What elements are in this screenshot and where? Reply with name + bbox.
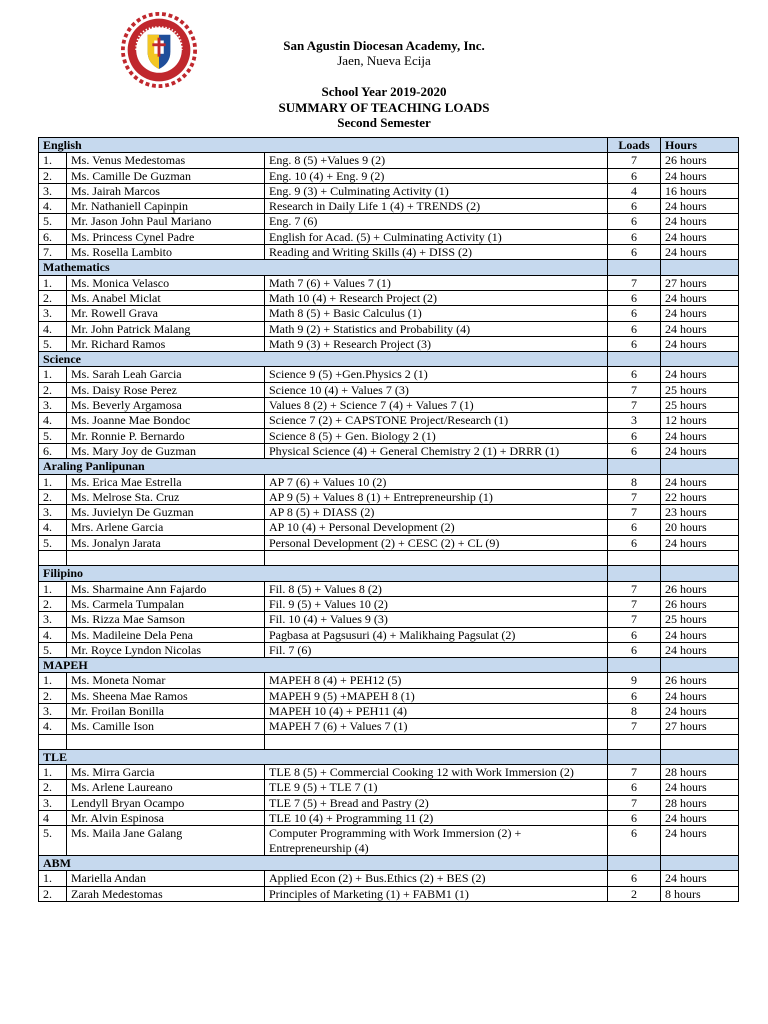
teacher-name: Ms. Daisy Rose Perez	[67, 382, 265, 397]
row-number: 1.	[39, 153, 67, 168]
row-number: 1.	[39, 581, 67, 596]
hours-total: 24 hours	[661, 474, 739, 489]
loads-count: 7	[608, 398, 661, 413]
row-number: 2.	[39, 688, 67, 703]
hours-total: 28 hours	[661, 765, 739, 780]
teacher-name: Ms. Moneta Nomar	[67, 673, 265, 688]
table-row	[39, 795, 739, 810]
table-row	[39, 306, 739, 321]
loads-count: 8	[608, 703, 661, 718]
subject-loads: TLE 7 (5) + Bread and Pastry (2)	[265, 795, 608, 810]
empty-cell	[661, 734, 739, 749]
row-number: 1.	[39, 673, 67, 688]
subject-loads: Math 10 (4) + Research Project (2)	[265, 290, 608, 305]
row-number: 6.	[39, 443, 67, 458]
empty-cell	[608, 658, 661, 673]
row-number: 4.	[39, 719, 67, 734]
table-row	[39, 719, 739, 734]
teacher-name: Ms. Erica Mae Estrella	[67, 474, 265, 489]
school-location: Jaen, Nueva Ecija	[337, 53, 431, 68]
loads-count: 6	[608, 780, 661, 795]
row-number: 1.	[39, 275, 67, 290]
row-number: 3.	[39, 505, 67, 520]
section-header-row	[39, 855, 739, 870]
row-number: 6.	[39, 229, 67, 244]
teacher-name: Ms. Monica Velasco	[67, 275, 265, 290]
table-row	[39, 199, 739, 214]
hours-total: 22 hours	[661, 489, 739, 504]
section-header-row	[39, 566, 739, 581]
table-row	[39, 153, 739, 168]
loads-count: 6	[608, 642, 661, 657]
teacher-name: Mr. Alvin Espinosa	[67, 811, 265, 826]
row-number: 1.	[39, 474, 67, 489]
row-number: 1.	[39, 871, 67, 886]
section-title: Mathematics	[39, 260, 608, 275]
row-number: 2.	[39, 886, 67, 901]
hours-total: 24 hours	[661, 811, 739, 826]
teacher-name: Ms. Sarah Leah Garcia	[67, 367, 265, 382]
table-row	[39, 627, 739, 642]
teacher-name: Ms. Juvielyn De Guzman	[67, 505, 265, 520]
loads-count: 6	[608, 428, 661, 443]
table-row	[39, 336, 739, 351]
row-number: 3.	[39, 795, 67, 810]
loads-count: 6	[608, 290, 661, 305]
teacher-name: Mr. Nathaniell Capinpin	[67, 199, 265, 214]
teacher-name: Ms. Anabel Miclat	[67, 290, 265, 305]
hours-total: 28 hours	[661, 795, 739, 810]
loads-count: 6	[608, 306, 661, 321]
loads-column-header: Loads	[608, 138, 661, 153]
row-number: 5.	[39, 642, 67, 657]
loads-count: 6	[608, 245, 661, 260]
loads-count: 6	[608, 229, 661, 244]
section-header-row	[39, 138, 739, 153]
loads-count: 2	[608, 886, 661, 901]
subject-loads: Personal Development (2) + CESC (2) + CL (9)	[265, 535, 608, 550]
row-number: 5.	[39, 214, 67, 229]
loads-count: 6	[608, 826, 661, 856]
hours-total: 24 hours	[661, 245, 739, 260]
subject-loads: Reading and Writing Skills (4) + DISS (2)	[265, 245, 608, 260]
empty-cell	[608, 551, 661, 566]
table-row	[39, 581, 739, 596]
teacher-name: Ms. Beverly Argamosa	[67, 398, 265, 413]
hours-total: 24 hours	[661, 780, 739, 795]
teacher-name: Ms. Jonalyn Jarata	[67, 535, 265, 550]
row-number: 5.	[39, 428, 67, 443]
teacher-name: Ms. Jairah Marcos	[67, 183, 265, 198]
teacher-name: Ms. Princess Cynel Padre	[67, 229, 265, 244]
section-header-row	[39, 260, 739, 275]
loads-count: 6	[608, 871, 661, 886]
empty-cell	[608, 260, 661, 275]
row-number: 3.	[39, 612, 67, 627]
empty-cell	[661, 855, 739, 870]
subject-loads: Principles of Marketing (1) + FABM1 (1)	[265, 886, 608, 901]
empty-cell	[67, 551, 265, 566]
row-number: 3.	[39, 398, 67, 413]
row-number: 2.	[39, 382, 67, 397]
teacher-name: Ms. Camille Ison	[67, 719, 265, 734]
table-row	[39, 612, 739, 627]
table-row	[39, 489, 739, 504]
hours-total: 24 hours	[661, 535, 739, 550]
hours-total: 26 hours	[661, 581, 739, 596]
table-row	[39, 183, 739, 198]
table-row	[39, 780, 739, 795]
loads-count: 6	[608, 535, 661, 550]
school-year: School Year 2019-2020	[321, 84, 447, 99]
teacher-name: Ms. Joanne Mae Bondoc	[67, 413, 265, 428]
hours-total: 24 hours	[661, 627, 739, 642]
empty-cell	[608, 749, 661, 764]
row-number: 3.	[39, 306, 67, 321]
loads-count: 7	[608, 581, 661, 596]
teacher-name: Ms. Sharmaine Ann Fajardo	[67, 581, 265, 596]
table-row	[39, 520, 739, 535]
table-row	[39, 826, 739, 856]
empty-cell	[265, 734, 608, 749]
table-row	[39, 535, 739, 550]
subject-loads: Math 9 (2) + Statistics and Probability (4)	[265, 321, 608, 336]
table-row	[39, 214, 739, 229]
hours-total: 24 hours	[661, 826, 739, 856]
row-number: 2.	[39, 489, 67, 504]
empty-cell	[661, 352, 739, 367]
subject-loads: Applied Econ (2) + Bus.Ethics (2) + BES (2)	[265, 871, 608, 886]
subject-loads: Science 9 (5) +Gen.Physics 2 (1)	[265, 367, 608, 382]
empty-cell	[608, 352, 661, 367]
subject-loads: TLE 8 (5) + Commercial Cooking 12 with Work Immersion (2)	[265, 765, 608, 780]
subject-loads: Science 10 (4) + Values 7 (3)	[265, 382, 608, 397]
teacher-name: Ms. Arlene Laureano	[67, 780, 265, 795]
teacher-name: Ms. Mirra Garcia	[67, 765, 265, 780]
table-row	[39, 382, 739, 397]
table-row	[39, 229, 739, 244]
subject-loads: Math 8 (5) + Basic Calculus (1)	[265, 306, 608, 321]
subject-loads: MAPEH 8 (4) + PEH12 (5)	[265, 673, 608, 688]
loads-count: 8	[608, 474, 661, 489]
section-title: TLE	[39, 749, 608, 764]
teacher-name: Ms. Mary Joy de Guzman	[67, 443, 265, 458]
hours-total: 26 hours	[661, 153, 739, 168]
loads-count: 7	[608, 596, 661, 611]
subject-loads: AP 10 (4) + Personal Development (2)	[265, 520, 608, 535]
teacher-name: Mariella Andan	[67, 871, 265, 886]
subject-loads: Science 7 (2) + CAPSTONE Project/Research (1)	[265, 413, 608, 428]
empty-cell	[661, 658, 739, 673]
table-row	[39, 886, 739, 901]
teacher-name: Mr. Rowell Grava	[67, 306, 265, 321]
row-number: 5.	[39, 535, 67, 550]
hours-total: 16 hours	[661, 183, 739, 198]
hours-total: 24 hours	[661, 168, 739, 183]
teacher-name: Mr. Ronnie P. Bernardo	[67, 428, 265, 443]
table-row	[39, 321, 739, 336]
row-number: 4	[39, 811, 67, 826]
table-row	[39, 642, 739, 657]
subject-loads: AP 9 (5) + Values 8 (1) + Entrepreneurship (1)	[265, 489, 608, 504]
hours-total: 24 hours	[661, 199, 739, 214]
teacher-name: Ms. Carmela Tumpalan	[67, 596, 265, 611]
hours-total: 26 hours	[661, 596, 739, 611]
school-name: San Agustin Diocesan Academy, Inc.	[283, 38, 485, 53]
table-row	[39, 673, 739, 688]
section-title: Science	[39, 352, 608, 367]
subject-loads: Eng. 8 (5) +Values 9 (2)	[265, 153, 608, 168]
teacher-name: Ms. Sheena Mae Ramos	[67, 688, 265, 703]
teacher-name: Mr. Jason John Paul Mariano	[67, 214, 265, 229]
loads-count: 6	[608, 214, 661, 229]
empty-cell	[67, 734, 265, 749]
loads-count: 7	[608, 765, 661, 780]
empty-cell	[661, 566, 739, 581]
row-number: 1.	[39, 765, 67, 780]
hours-total: 8 hours	[661, 886, 739, 901]
hours-total: 25 hours	[661, 382, 739, 397]
loads-count: 4	[608, 183, 661, 198]
loads-count: 7	[608, 275, 661, 290]
empty-cell	[661, 551, 739, 566]
row-number: 2.	[39, 596, 67, 611]
table-row	[39, 474, 739, 489]
teacher-name: Mr. Royce Lyndon Nicolas	[67, 642, 265, 657]
table-row	[39, 428, 739, 443]
empty-cell	[661, 459, 739, 474]
row-number: 7.	[39, 245, 67, 260]
empty-cell	[39, 734, 67, 749]
hours-column-header: Hours	[661, 138, 739, 153]
subject-loads: Pagbasa at Pagsusuri (4) + Malikhaing Pagsulat (2)	[265, 627, 608, 642]
row-number: 4.	[39, 520, 67, 535]
subject-loads: AP 8 (5) + DIASS (2)	[265, 505, 608, 520]
row-number: 2.	[39, 290, 67, 305]
table-row	[39, 413, 739, 428]
table-row	[39, 290, 739, 305]
empty-cell	[661, 260, 739, 275]
empty-cell	[39, 551, 67, 566]
row-number: 2.	[39, 780, 67, 795]
section-title: MAPEH	[39, 658, 608, 673]
teacher-name: Mr. John Patrick Malang	[67, 321, 265, 336]
hours-total: 24 hours	[661, 367, 739, 382]
teacher-name: Mr. Froilan Bonilla	[67, 703, 265, 718]
subject-loads: TLE 10 (4) + Programming 11 (2)	[265, 811, 608, 826]
subject-loads: Research in Daily Life 1 (4) + TRENDS (2)	[265, 199, 608, 214]
loads-count: 7	[608, 719, 661, 734]
loads-count: 6	[608, 520, 661, 535]
teacher-name: Ms. Camille De Guzman	[67, 168, 265, 183]
loads-count: 7	[608, 505, 661, 520]
subject-loads: English for Acad. (5) + Culminating Activity (1)	[265, 229, 608, 244]
table-row	[39, 703, 739, 718]
subject-loads: Computer Programming with Work Immersion (2) + Entrepreneurship (4)	[265, 826, 608, 856]
row-number: 5.	[39, 826, 67, 856]
subject-loads: MAPEH 7 (6) + Values 7 (1)	[265, 719, 608, 734]
hours-total: 12 hours	[661, 413, 739, 428]
row-number: 4.	[39, 413, 67, 428]
table-row	[39, 596, 739, 611]
section-header-row	[39, 658, 739, 673]
empty-cell	[608, 459, 661, 474]
subject-loads: Values 8 (2) + Science 7 (4) + Values 7 (1)	[265, 398, 608, 413]
loads-count: 7	[608, 489, 661, 504]
hours-total: 24 hours	[661, 321, 739, 336]
loads-count: 3	[608, 413, 661, 428]
teacher-name: Mrs. Arlene Garcia	[67, 520, 265, 535]
loads-count: 6	[608, 168, 661, 183]
loads-count: 6	[608, 811, 661, 826]
hours-total: 24 hours	[661, 336, 739, 351]
teacher-name: Mr. Richard Ramos	[67, 336, 265, 351]
empty-cell	[608, 855, 661, 870]
table-row	[39, 505, 739, 520]
hours-total: 24 hours	[661, 688, 739, 703]
document-header	[0, 38, 768, 68]
hours-total: 24 hours	[661, 306, 739, 321]
blank-row	[39, 551, 739, 566]
empty-cell	[608, 566, 661, 581]
subject-loads: Eng. 7 (6)	[265, 214, 608, 229]
loads-count: 7	[608, 612, 661, 627]
loads-count: 6	[608, 199, 661, 214]
table-row	[39, 871, 739, 886]
section-title: Araling Panlipunan	[39, 459, 608, 474]
hours-total: 24 hours	[661, 428, 739, 443]
subject-loads: Math 7 (6) + Values 7 (1)	[265, 275, 608, 290]
loads-count: 7	[608, 795, 661, 810]
blank-row	[39, 734, 739, 749]
subject-loads: AP 7 (6) + Values 10 (2)	[265, 474, 608, 489]
subject-loads: MAPEH 9 (5) +MAPEH 8 (1)	[265, 688, 608, 703]
section-header-row	[39, 459, 739, 474]
row-number: 4.	[39, 627, 67, 642]
section-header-row	[39, 352, 739, 367]
section-title: ABM	[39, 855, 608, 870]
table-row	[39, 398, 739, 413]
teacher-name: Ms. Venus Medestomas	[67, 153, 265, 168]
teacher-name: Ms. Rizza Mae Samson	[67, 612, 265, 627]
hours-total: 25 hours	[661, 398, 739, 413]
loads-count: 6	[608, 627, 661, 642]
row-number: 5.	[39, 336, 67, 351]
hours-total: 24 hours	[661, 290, 739, 305]
section-title: English	[39, 138, 608, 153]
loads-count: 7	[608, 153, 661, 168]
empty-cell	[265, 551, 608, 566]
subject-loads: Fil. 9 (5) + Values 10 (2)	[265, 596, 608, 611]
subject-loads: Eng. 10 (4) + Eng. 9 (2)	[265, 168, 608, 183]
teacher-name: Ms. Melrose Sta. Cruz	[67, 489, 265, 504]
loads-count: 6	[608, 321, 661, 336]
row-number: 1.	[39, 367, 67, 382]
hours-total: 24 hours	[661, 214, 739, 229]
subject-loads: TLE 9 (5) + TLE 7 (1)	[265, 780, 608, 795]
teaching-loads-table	[38, 137, 739, 902]
subject-loads: Science 8 (5) + Gen. Biology 2 (1)	[265, 428, 608, 443]
loads-count: 9	[608, 673, 661, 688]
row-number: 4.	[39, 321, 67, 336]
hours-total: 26 hours	[661, 673, 739, 688]
subject-loads: Eng. 9 (3) + Culminating Activity (1)	[265, 183, 608, 198]
teacher-name: Ms. Rosella Lambito	[67, 245, 265, 260]
hours-total: 23 hours	[661, 505, 739, 520]
table-row	[39, 688, 739, 703]
teacher-name: Zarah Medestomas	[67, 886, 265, 901]
subject-loads: Fil. 8 (5) + Values 8 (2)	[265, 581, 608, 596]
hours-total: 24 hours	[661, 871, 739, 886]
hours-total: 24 hours	[661, 642, 739, 657]
loads-count: 6	[608, 367, 661, 382]
table-row	[39, 367, 739, 382]
subject-loads: Math 9 (3) + Research Project (3)	[265, 336, 608, 351]
teacher-name: Ms. Maila Jane Galang	[67, 826, 265, 856]
row-number: 4.	[39, 199, 67, 214]
loads-count: 6	[608, 336, 661, 351]
section-title: Filipino	[39, 566, 608, 581]
subject-loads: Fil. 7 (6)	[265, 642, 608, 657]
hours-total: 24 hours	[661, 229, 739, 244]
table-row	[39, 168, 739, 183]
hours-total: 27 hours	[661, 719, 739, 734]
hours-total: 27 hours	[661, 275, 739, 290]
empty-cell	[608, 734, 661, 749]
table-row	[39, 275, 739, 290]
section-header-row	[39, 749, 739, 764]
page-title: SUMMARY OF TEACHING LOADS	[278, 99, 490, 115]
subject-loads: Fil. 10 (4) + Values 9 (3)	[265, 612, 608, 627]
empty-cell	[661, 749, 739, 764]
hours-total: 24 hours	[661, 703, 739, 718]
table-row	[39, 443, 739, 458]
table-row	[39, 245, 739, 260]
hours-total: 25 hours	[661, 612, 739, 627]
table-row	[39, 811, 739, 826]
hours-total: 24 hours	[661, 443, 739, 458]
teacher-name: Lendyll Bryan Ocampo	[67, 795, 265, 810]
row-number: 3.	[39, 183, 67, 198]
semester: Second Semester	[337, 115, 431, 130]
teacher-name: Ms. Madileine Dela Pena	[67, 627, 265, 642]
table-row	[39, 765, 739, 780]
document-titles	[0, 84, 768, 131]
subject-loads: MAPEH 10 (4) + PEH11 (4)	[265, 703, 608, 718]
subject-loads: Physical Science (4) + General Chemistry 2 (1) + DRRR (1)	[265, 443, 608, 458]
loads-count: 7	[608, 382, 661, 397]
loads-count: 6	[608, 688, 661, 703]
loads-count: 6	[608, 443, 661, 458]
row-number: 3.	[39, 703, 67, 718]
hours-total: 20 hours	[661, 520, 739, 535]
row-number: 2.	[39, 168, 67, 183]
